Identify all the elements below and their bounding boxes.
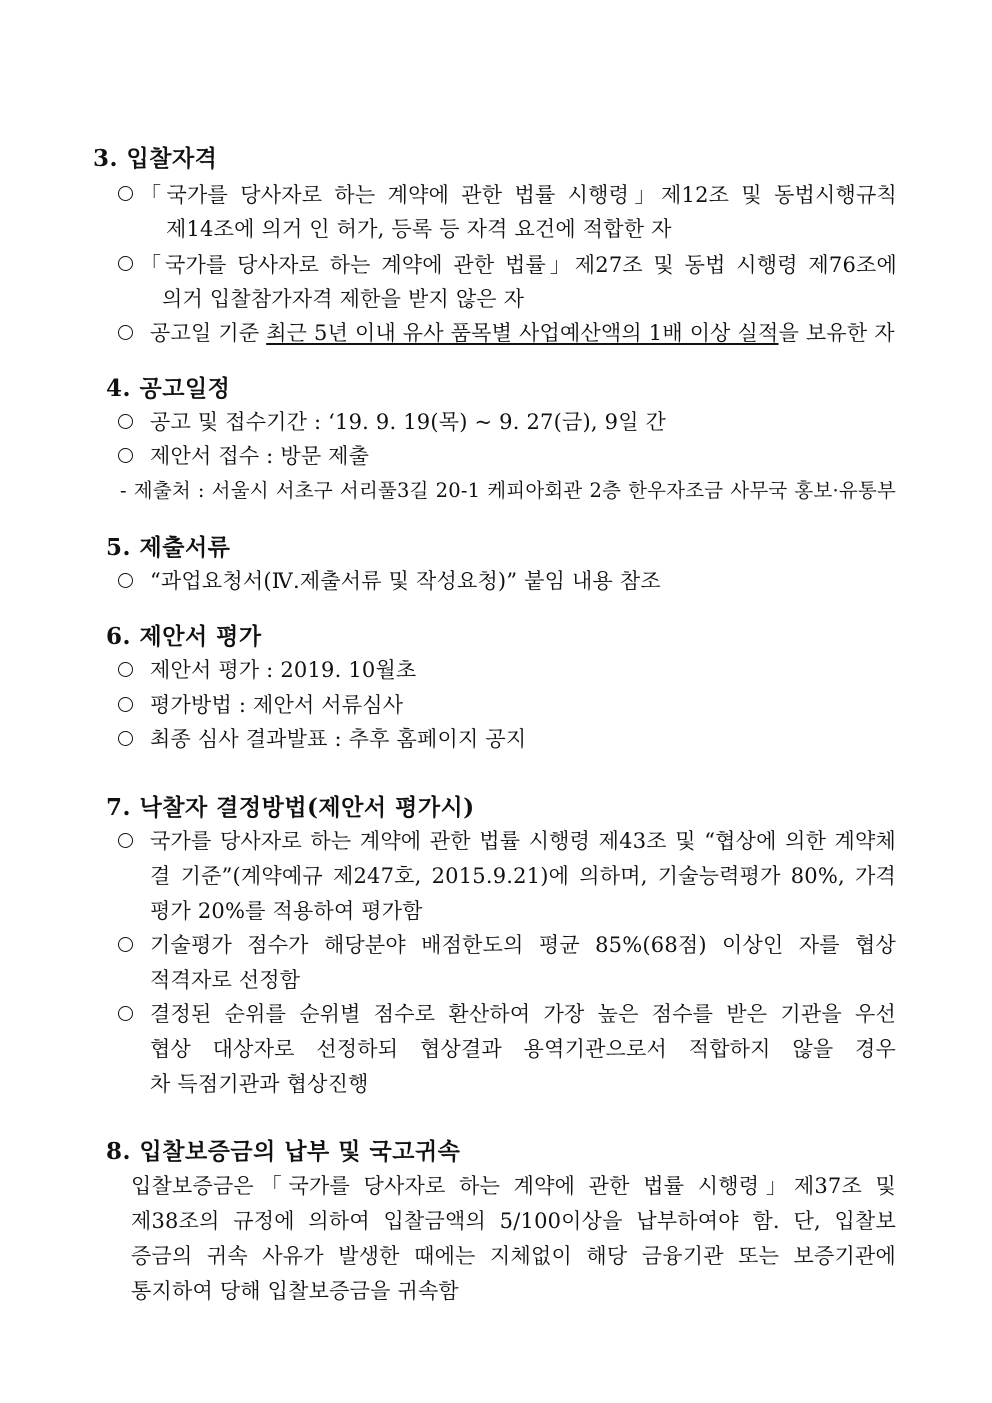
circle-bullet-icon	[118, 937, 133, 952]
s4-item1: 공고 및 접수기간 : ‘19. 9. 19(목) ~ 9. 27(금), 9일 간	[150, 410, 667, 434]
section-8-title: 8. 입찰보증금의 납부 및 국고귀속	[106, 1138, 461, 1165]
section-6-title: 6. 제안서 평가	[106, 623, 262, 650]
s5-item1: “과업요청서(Ⅳ.제출서류 및 작성요청)” 붙임 내용 참조	[150, 569, 661, 593]
circle-bullet-icon	[118, 833, 133, 848]
s4-item2: 제안서 접수 : 방문 제출	[150, 444, 370, 468]
s7-item2-line1: 기술평가 점수가 해당분야 배점한도의 평균 85%(68점) 이상인 자를 협상	[150, 933, 896, 957]
s7-item1-line1: 국가를 당사자로 하는 계약에 관한 법률 시행령 제43조 및 “협상에 의한 계약체	[150, 829, 896, 853]
s7-item1-line3: 평가 20%를 적용하여 평가함	[150, 899, 423, 923]
section-3-title: 3. 입찰자격	[93, 145, 218, 172]
circle-bullet-icon	[118, 256, 133, 271]
s4-item3: - 제출처 : 서울시 서초구 서리풀3길 20-1 케피아회관 2층 한우자조금 사무국 홍보·유통부	[120, 479, 896, 502]
s3-item3	[150, 317, 895, 347]
s3-item3-underlined: 최근 5년 이내 유사 품목별 사업예산액의 1배 이상 실적	[266, 321, 779, 345]
s7-item3-line1: 결정된 순위를 순위별 점수로 환산하여 가장 높은 점수를 받은 기관을 우선	[150, 1002, 896, 1026]
s3-item2-line2: 의거 입찰참가자격 제한을 받지 않은 자	[162, 287, 525, 311]
s7-item3-line3: 차 득점기관과 협상진행	[150, 1072, 369, 1096]
s8-paragraph-line3: 증금의 귀속 사유가 발생한 때에는 지체없이 해당 금융기관 또는 보증기관에	[131, 1244, 896, 1268]
s3-item1-line1: 「국가를 당사자로 하는 계약에 관한 법률 시행령」제12조 및 동법시행규칙	[140, 183, 897, 207]
section-5-title: 5. 제출서류	[106, 534, 231, 561]
circle-bullet-icon	[118, 697, 133, 712]
s3-item3-prefix: 공고일 기준	[150, 321, 267, 345]
circle-bullet-icon	[118, 662, 133, 677]
s8-paragraph-line1: 입찰보증금은「국가를 당사자로 하는 계약에 관한 법률 시행령」제37조 및	[131, 1174, 896, 1198]
circle-bullet-icon	[118, 414, 133, 429]
circle-bullet-icon	[118, 573, 133, 588]
s6-item2: 평가방법 : 제안서 서류심사	[150, 693, 404, 717]
s3-item2-line1: 「국가를 당사자로 하는 계약에 관한 법률」제27조 및 동법 시행령 제76조에	[140, 253, 897, 277]
section-4-title: 4. 공고일정	[106, 375, 231, 402]
circle-bullet-icon	[118, 325, 133, 340]
s6-item1: 제안서 평가 : 2019. 10월초	[150, 658, 417, 682]
circle-bullet-icon	[118, 448, 133, 463]
s8-paragraph-line2: 제38조의 규정에 의하여 입찰금액의 5/100이상을 납부하여야 함. 단, 입찰보	[131, 1209, 896, 1233]
s7-item2-line2: 적격자로 선정함	[150, 968, 301, 992]
s3-item3-suffix: 을 보유한 자	[778, 321, 895, 345]
s8-paragraph-line4: 통지하여 당해 입찰보증금을 귀속함	[131, 1279, 459, 1303]
circle-bullet-icon	[118, 186, 133, 201]
circle-bullet-icon	[118, 731, 133, 746]
s6-item3: 최종 심사 결과발표 : 추후 홈페이지 공지	[150, 727, 527, 751]
s7-item3-line2: 협상 대상자로 선정하되 협상결과 용역기관으로서 적합하지 않을 경우	[150, 1037, 896, 1061]
s7-item1-line2: 결 기준”(계약예규 제247호, 2015.9.21)에 의하며, 기술능력평가 80%, 가격	[150, 864, 896, 888]
section-7-title: 7. 낙찰자 결정방법(제안서 평가시)	[106, 794, 475, 821]
s3-item1-line2: 제14조에 의거 인 허가, 등록 등 자격 요건에 적합한 자	[166, 217, 672, 241]
circle-bullet-icon	[118, 1006, 133, 1021]
